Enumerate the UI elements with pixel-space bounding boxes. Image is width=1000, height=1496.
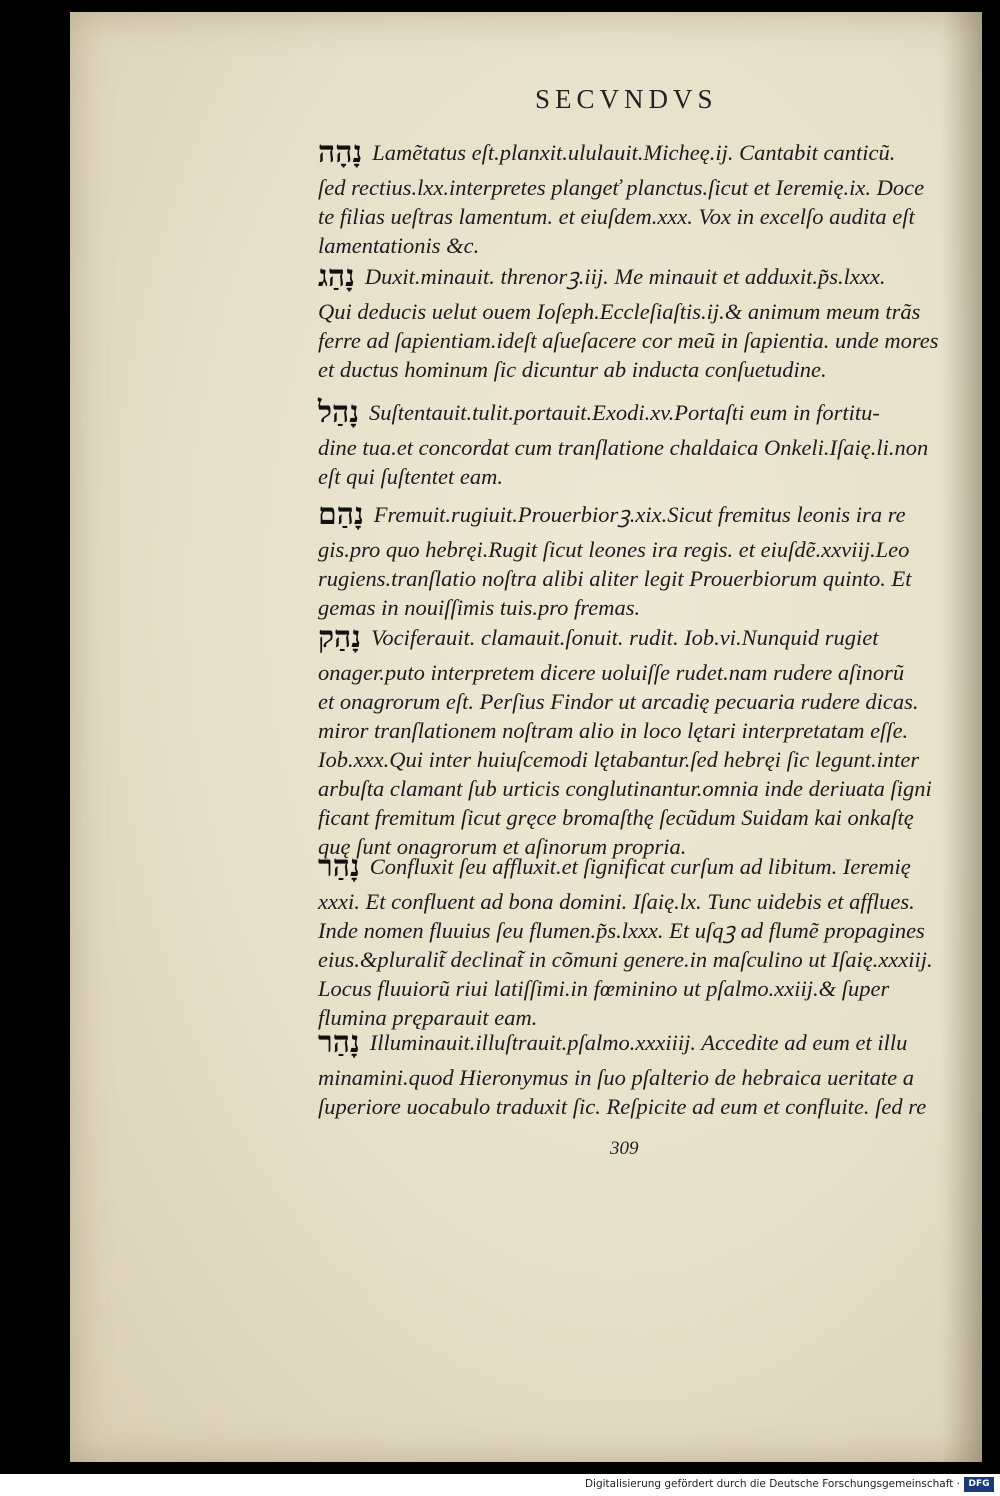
entry-text-line: Inde nomen fluuius ſeu flumen.p̃s.lxxx. Et uſqꝫ ad flumẽ propagines — [318, 918, 925, 943]
entry-headline — [318, 395, 958, 430]
footer-credit: Digitalisierung gefördert durch die Deutsche Forschungsgemeinschaft · — [584, 1478, 960, 1490]
entry-headline — [318, 497, 958, 532]
entry-text-line: ſed rectius.lxx.interpretes plangeť planctus.ſicut et Ieremię.ix. Doce — [318, 175, 925, 200]
entry-definition: Illuminauit.illuſtrauit.pſalmo.xxxiiij. Accedite ad eum et illu — [369, 1030, 908, 1055]
entry-headline — [318, 1025, 958, 1060]
entry-text-line: ſuperiore uocabulo traduxit ſic. Reſpicite ad eum et confluite. ſed re — [318, 1094, 927, 1119]
entry-text-line: miror tranſlationem noſtram alio in loco lętari interpretatam eſſe. — [318, 718, 909, 743]
hebrew-lemma: נָהַר — [318, 1025, 360, 1060]
entry-definition: Suſtentauit.tulit.portauit.Exodi.xv.Portaſti eum in fortitu- — [369, 400, 880, 425]
dfg-logo-icon: DFG — [964, 1477, 994, 1492]
entry-text-line: ferre ad ſapientiam.ideſt aſueſacere cor meũ in ſapientia. unde mores — [318, 328, 939, 353]
entry-text-line: Qui deducis uelut ouem Ioſeph.Eccleſiaſtis.ij.& animum meum trãs — [318, 299, 921, 324]
entry-text-line: eſt qui ſuſtentet eam. — [318, 464, 503, 489]
dictionary-entry — [318, 135, 958, 260]
entry-text-line: Iob.xxx.Qui inter huiuſcemodi lętabantur.ſed hebręi ſic legunt.inter — [318, 747, 920, 772]
digitization-footer — [0, 1474, 1000, 1496]
entry-text-line: Locus fluuiorũ riui latiſſimi.in fœminino ut pſalmo.xxiij.& ſuper — [318, 976, 890, 1001]
entry-definition: Lamẽtatus eſt.planxit.ululauit.Micheę.ij. Cantabit canticũ. — [372, 140, 896, 165]
entry-text-line: flumina pręparauit eam. — [318, 1005, 538, 1030]
dictionary-entry — [318, 395, 958, 491]
entry-text-line: minamini.quod Hieronymus in ſuo pſalterio de hebraica ueritate a — [318, 1065, 914, 1090]
hebrew-lemma: נָהָה — [318, 135, 363, 170]
entry-text-line: onager.puto interpretem dicere uoluiſſe rudet.nam rudere aſinorũ — [318, 660, 905, 685]
entry-text-line: quę ſunt onagrorum et aſinorum propria. — [318, 834, 687, 859]
entry-text-line: xxxi. Et confluent ad bona domini. Iſaię.lx. Tunc uidebis et afflues. — [318, 889, 915, 914]
entry-headline — [318, 135, 958, 170]
entry-text-line: eius.&pluralit̃ declinat̃ in cõmuni genere.in maſculino ut Iſaię.xxxiij. — [318, 947, 933, 972]
entry-text-line: et ductus hominum ſic dicuntur ab inducta conſuetudine. — [318, 357, 827, 382]
entry-text-line: te filias ueſtras lamentum. et eiuſdem.xxx. Vox in excelſo audita eſt — [318, 204, 915, 229]
entry-headline — [318, 620, 958, 655]
running-header: SECVNDVS — [535, 84, 718, 114]
entry-text-line: arbuſta clamant ſub urticis conglutinantur.omnia inde deriuata ſigni — [318, 776, 932, 801]
entry-definition: Vociferauit. clamauit.ſonuit. rudit. Iob.vi.Nunquid rugiet — [371, 625, 879, 650]
entry-text-line: ficant fremitum ſicut gręce bromaſthę ſecũdum Suidam kai onkaſtę — [318, 805, 914, 830]
hebrew-lemma: נָהַם — [318, 497, 364, 532]
entry-headline — [318, 849, 958, 884]
entry-text-line: gis.pro quo hebręi.Rugit ſicut leones ira regis. et eiuſdẽ.xxviij.Leo — [318, 537, 910, 562]
dictionary-entry — [318, 497, 958, 622]
entry-text-line: lamentationis &c. — [318, 233, 480, 258]
entry-text-line: et onagrorum eſt. Perſius Findor ut arcadię pecuaria rudere dicas. — [318, 689, 919, 714]
dictionary-entry — [318, 259, 958, 384]
dictionary-entry — [318, 620, 958, 861]
hebrew-lemma: נָהַל — [318, 395, 360, 430]
entry-text-line: dine tua.et concordat cum tranſlatione chaldaica Onkeli.Iſaię.li.non — [318, 435, 929, 460]
hebrew-lemma: נָהַק — [318, 620, 362, 655]
entry-text-line: rugiens.tranſlatio noſtra alibi aliter legit Prouerbiorum quinto. Et — [318, 566, 912, 591]
dictionary-entry — [318, 1025, 958, 1121]
entry-text-line: gemas in nouiſſimis tuis.pro fremas. — [318, 595, 641, 620]
entry-definition: Confluxit ſeu affluxit.et ſignificat curſum ad libitum. Ieremię — [369, 854, 911, 879]
entry-definition: Duxit.minauit. threnorꝫ.iij. Me minauit et adduxit.p̃s.lxxx. — [364, 264, 886, 289]
entry-definition: Fremuit.rugiuit.Prouerbiorꝫ.xix.Sicut fremitus leonis ira re — [373, 502, 906, 527]
folio-number: 309 — [610, 1138, 639, 1159]
entry-headline — [318, 259, 958, 294]
hebrew-lemma: נָהַר — [318, 849, 360, 884]
dictionary-entry — [318, 849, 958, 1032]
hebrew-lemma: נָהַג — [318, 259, 355, 294]
